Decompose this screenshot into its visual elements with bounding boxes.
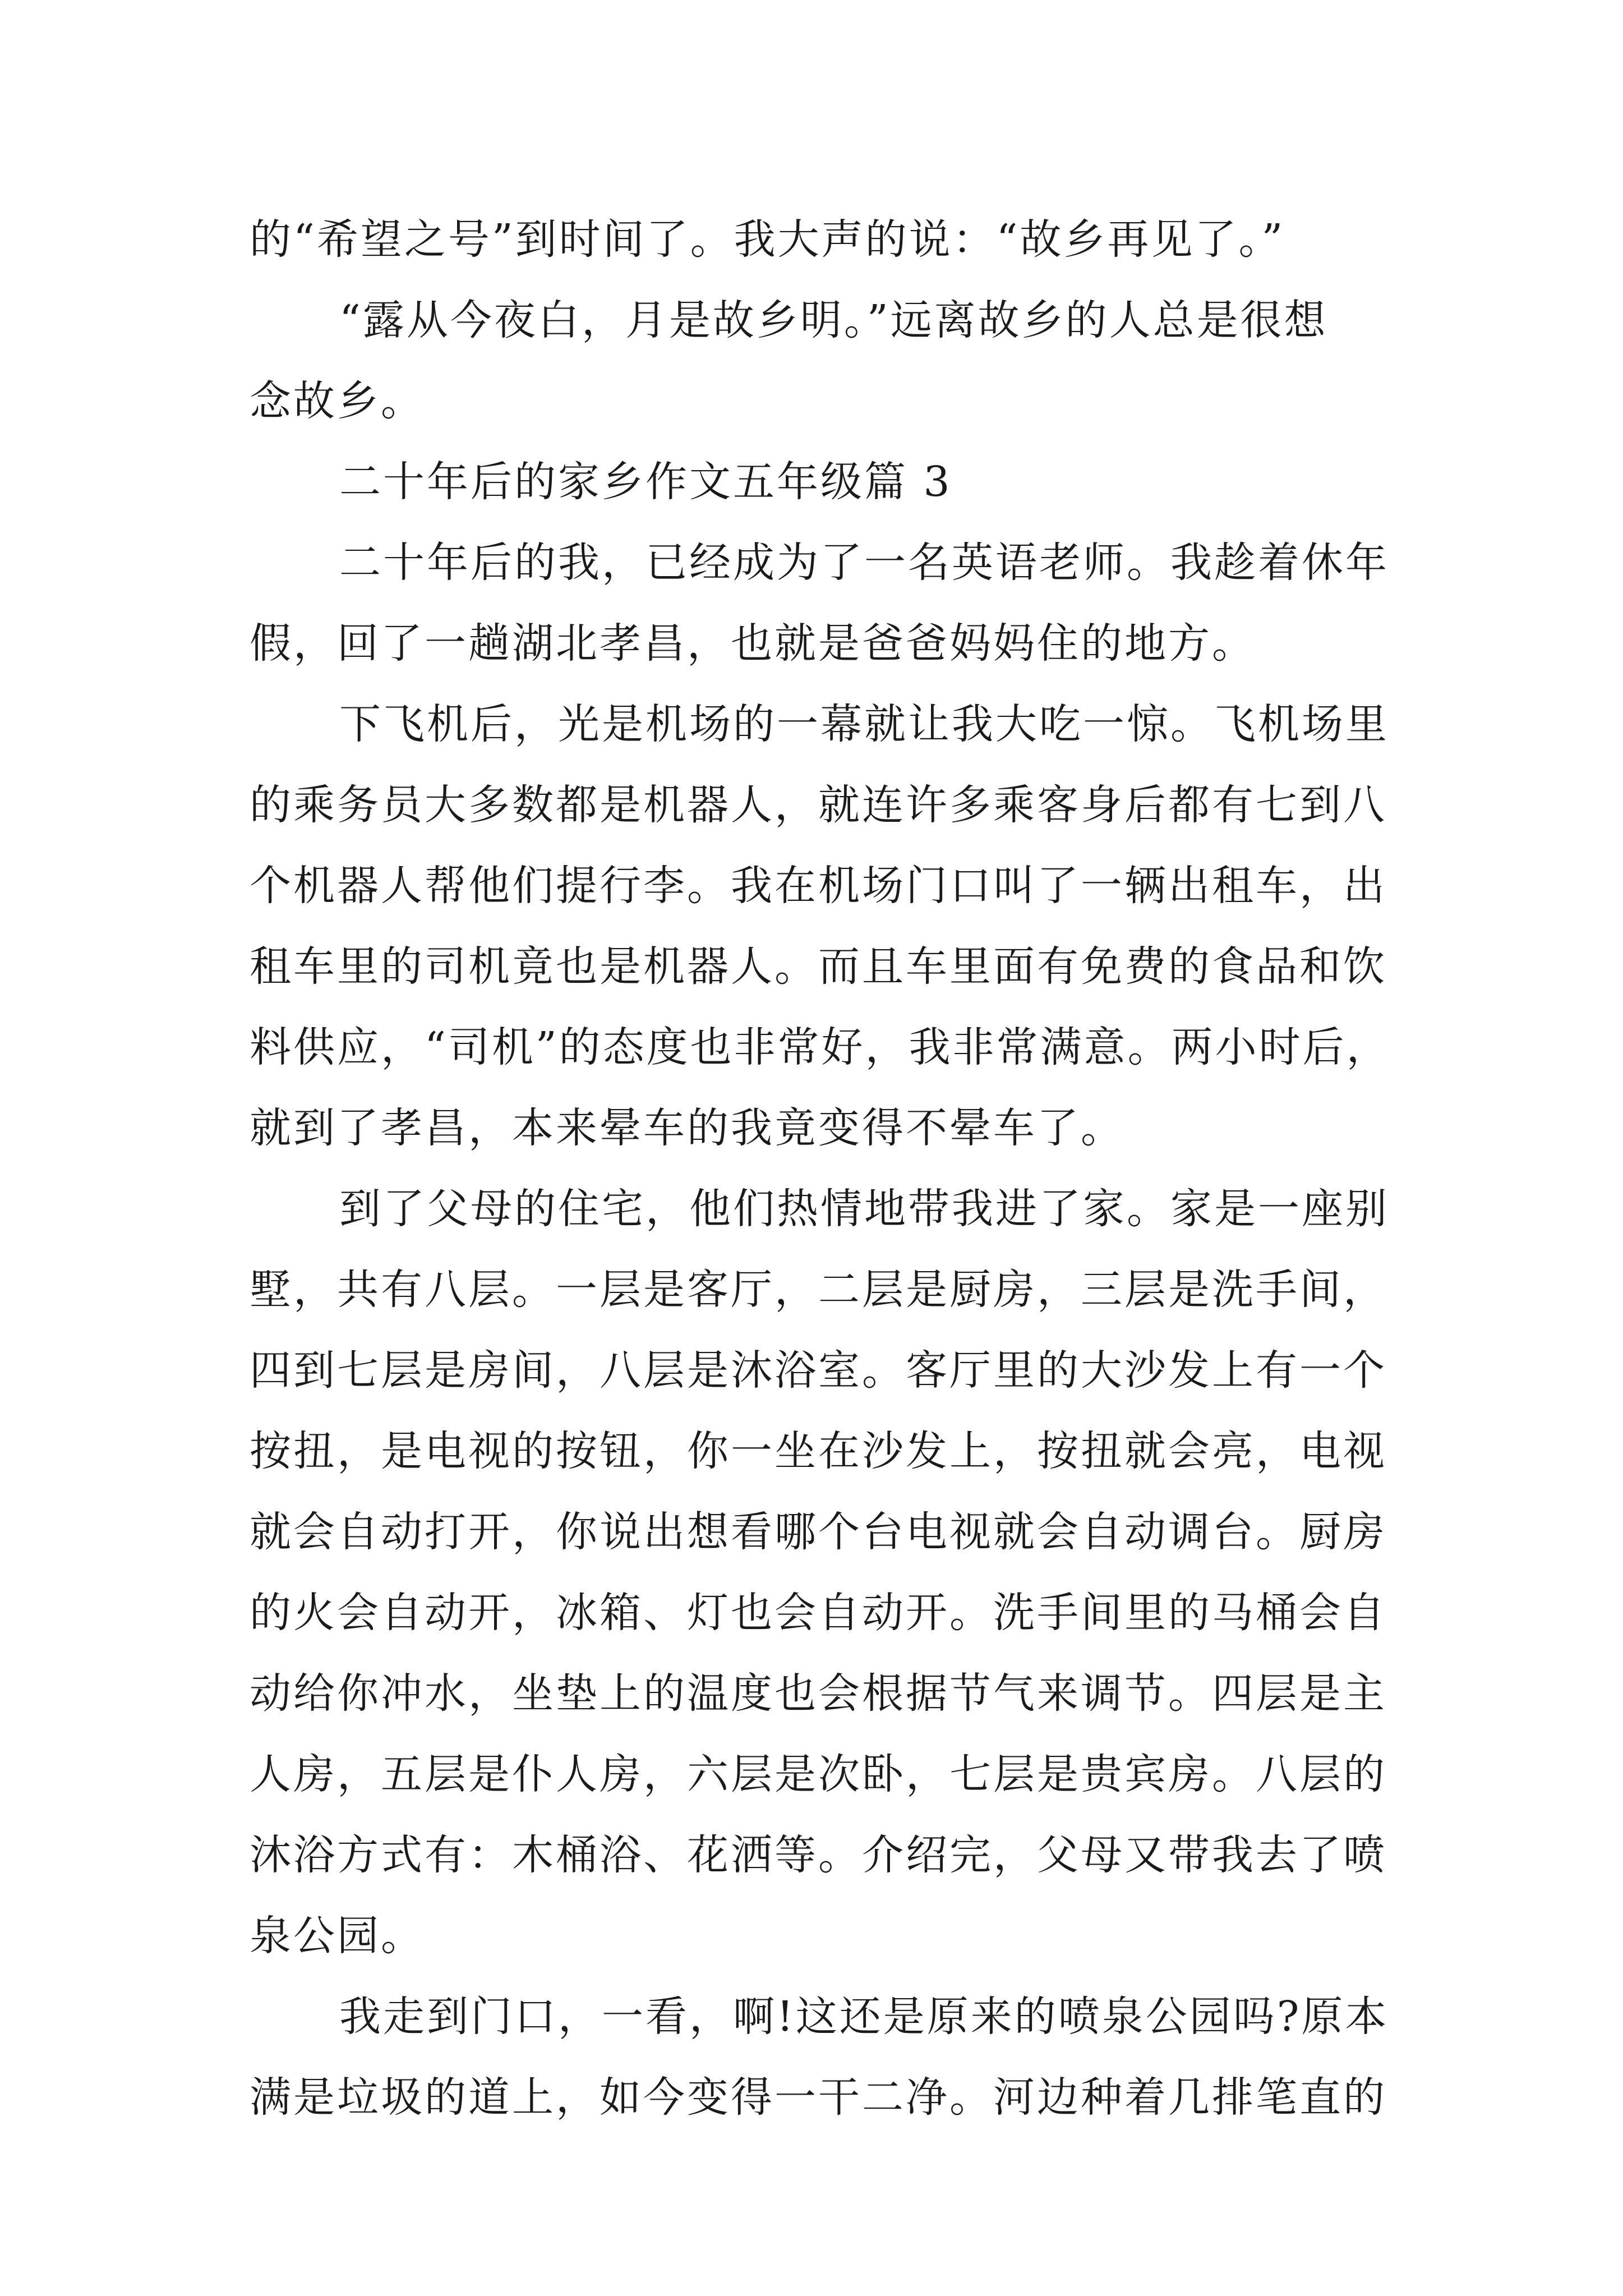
text-line: 的火会自动开，冰箱、灯也会自动开。洗手间里的马桶会自 bbox=[250, 1589, 1387, 1637]
text-line: 按扭，是电视的按钮，你一坐在沙发上，按扭就会亮，电视 bbox=[250, 1427, 1387, 1475]
text-line: 下飞机后，光是机场的一幕就让我大吃一惊。飞机场里 bbox=[339, 700, 1389, 748]
text-line: 个机器人帮他们提行李。我在机场门口叫了一辆出租车，出 bbox=[250, 862, 1387, 910]
text-line: 墅，共有八层。一层是客厅，二层是厨房，三层是洗手间， bbox=[250, 1266, 1387, 1314]
text-line: 租车里的司机竟也是机器人。而且车里面有免费的食品和饮 bbox=[250, 942, 1387, 991]
text-line: 人房，五层是仆人房，六层是次卧，七层是贵宾房。八层的 bbox=[250, 1750, 1387, 1798]
text-line: 沐浴方式有：木桶浴、花洒等。介绍完，父母又带我去了喷 bbox=[250, 1831, 1387, 1879]
text-line: 动给你冲水，坐垫上的温度也会根据节气来调节。四层是主 bbox=[250, 1669, 1387, 1718]
text-line: 我走到门口，一看，啊!这还是原来的喷泉公园吗?原本 bbox=[339, 1993, 1389, 2041]
text-line: 四到七层是房间，八层是沐浴室。客厅里的大沙发上有一个 bbox=[250, 1346, 1387, 1395]
article-body bbox=[250, 199, 1394, 2138]
text-line: 就会自动打开，你说出想看哪个台电视就会自动调台。厨房 bbox=[250, 1508, 1387, 1556]
text-line: 满是垃圾的道上，如今变得一干二净。河边种着几排笔直的 bbox=[250, 2073, 1387, 2122]
text-line: 料供应，“司机”的态度也非常好，我非常满意。两小时后， bbox=[250, 1023, 1390, 1071]
text-line: 念故乡。 bbox=[250, 377, 425, 425]
text-line: 假，回了一趟湖北孝昌，也就是爸爸妈妈住的地方。 bbox=[250, 619, 1256, 668]
text-line: 到了父母的住宅，他们热情地带我进了家。家是一座别 bbox=[339, 1185, 1389, 1233]
text-line: 泉公园。 bbox=[250, 1912, 425, 1960]
text-line: “露从今夜白，月是故乡明。”远离故乡的人总是很想 bbox=[339, 296, 1328, 344]
text-line: 就到了孝昌，本来晕车的我竟变得不晕车了。 bbox=[250, 1104, 1124, 1152]
text-line: 二十年后的我，已经成为了一名英语老师。我趁着休年 bbox=[339, 539, 1389, 587]
text-line: 的“希望之号”到时间了。我大声的说：“故乡再见了。” bbox=[250, 215, 1285, 264]
text-line: 二十年后的家乡作文五年级篇 3 bbox=[339, 458, 952, 506]
text-line: 的乘务员大多数都是机器人，就连许多乘客身后都有七到八 bbox=[250, 781, 1387, 829]
